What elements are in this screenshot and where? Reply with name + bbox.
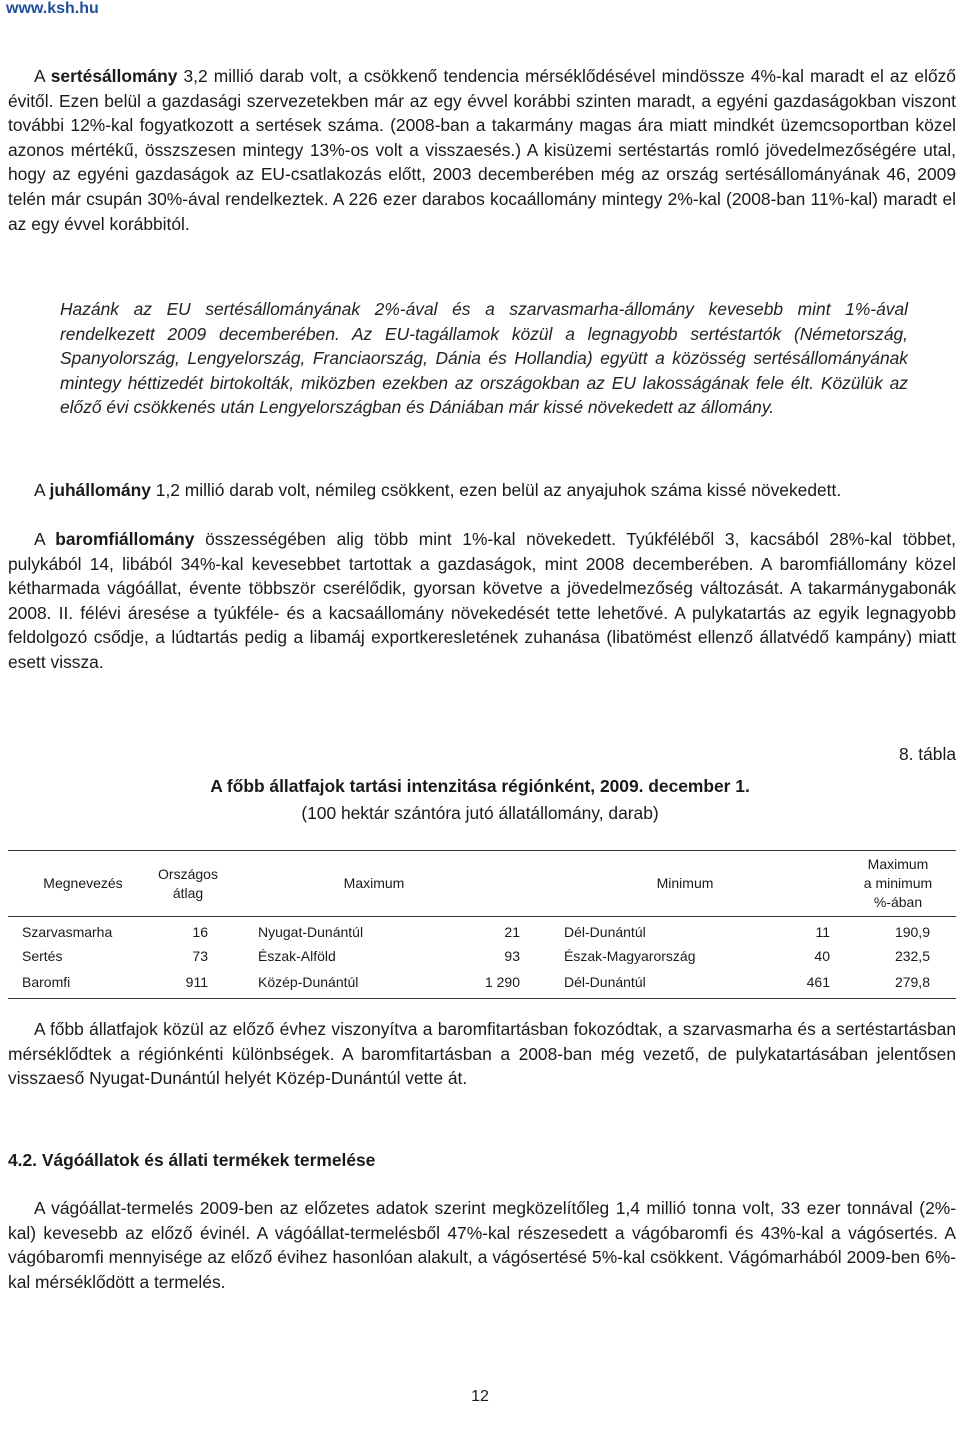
header-avg (158, 851, 218, 917)
p2-bold-term: juhállomány (49, 480, 151, 500)
cell-ratio: 232,5 (894, 947, 930, 964)
livestock-intensity-table (8, 850, 956, 999)
header-ratio (840, 851, 956, 917)
paragraph-poultry-stock (8, 527, 956, 675)
cell-name: Sertés (22, 947, 63, 964)
p2-pre: A (34, 480, 50, 500)
paragraph-pig-stock (8, 64, 956, 236)
cell-max-value: 21 (504, 923, 520, 940)
section-heading: 4.2. Vágóállatok és állati termékek termelése (8, 1150, 376, 1170)
cell-max-value: 1 290 (378, 969, 530, 999)
cell-min-value: 461 (730, 969, 840, 999)
cell-min-region: Dél-Dunántúl (530, 969, 730, 999)
cell-name: Szarvasmarha (22, 923, 113, 940)
header-avg-line2: átlag (172, 884, 204, 901)
cell-min-value: 40 (814, 947, 830, 964)
cell-name: Baromfi (8, 969, 158, 999)
site-url[interactable]: www.ksh.hu (6, 0, 99, 17)
cell-min-region: Dél-Dunántúl (564, 923, 646, 940)
cell-ratio: 279,8 (840, 969, 956, 999)
eu-comparison-box: Hazánk az EU sertésállományának 2%-ával és a szarvasmarha-állomány kevesebb mint 1%-ával rendelkezett 2009 decemberében. Az EU-tagállamok közül a legnagyobb sertéstartók (Németország, Spanyolország, Lengyelország, Franciaország, Dánia és Hollandia) együtt a közösség sertésállományának mintegy héttizedét birtokolták, miközben ezekben az országokban az EU lakosságának fele élt. Közülük az előző évi csökkenés után Lengyelországban és Dániában már kissé növekedett az állomány. (60, 299, 908, 418)
cell-max-region: Nyugat-Dunántúl (258, 923, 364, 940)
paragraph-sheep-stock (8, 478, 956, 503)
table-title: A főbb állatfajok tartási intenzitása régiónként, 2009. december 1. (210, 776, 750, 796)
p1-pre: A (34, 66, 51, 86)
header-name: Megnevezés (8, 851, 158, 917)
header-min: Minimum (530, 851, 840, 917)
p1-post: 3,2 millió darab volt, a csökkenő tendencia mérséklődésével mindössze 4%-kal maradt el az előző évitől. Ezen belül a gazdasági szervezetekben már az egy évvel korábbi szinten maradt, a egyéni gazdaságokban viszont további 12%-kal fogyatkozott a sertések száma. (2008-ban a takarmány magas ára miatt mindkét üzemcsoportban közel azonos mértékű, összszesen mintegy 13%-os volt a visszaesés.) A kisüzemi sertéstartás romló jövedelmezőségére utal, hogy az egyéni gazdaságok az EU-csatlakozás előtt, 2003 decemberében még az ország sertésállományának 46, 2009 telén már csupán 30%-ával rendelkeztek. A 226 ezer darabos kocaállomány mintegy 2%-kal (2008-ban 11%-kal) maradt el az egy évvel korábbitól. (8, 66, 956, 234)
cell-avg: 911 (158, 969, 218, 999)
cell-min-value: 11 (815, 923, 830, 940)
cell-ratio: 190,9 (894, 923, 930, 940)
cell-max-value: 93 (504, 947, 520, 964)
table-row (8, 917, 956, 943)
paragraph-regional-differences: A főbb állatfajok közül az előző évhez viszonyítva a baromfitartásban fokozódtak, a szarvasmarha és a sertéstartásban mérséklődtek a régiónkénti különbségek. A baromfitartásban a 2008-ban még vezető, de pulykatartásában jelentősen visszaeső Nyugat-Dunántúl helyét Közép-Dunántúl vette át. (8, 1019, 956, 1089)
header-avg-line1: Országos (158, 865, 218, 882)
page-number: 12 (471, 1388, 489, 1405)
cell-max-region: Észak-Alföld (258, 947, 336, 964)
table-row (8, 943, 956, 969)
p2-post: 1,2 millió darab volt, némileg csökkent, ezen belül az anyajuhok száma kissé növekedett. (150, 480, 842, 500)
table-row (8, 969, 956, 999)
cell-min-region: Észak-Magyarország (564, 947, 696, 964)
paragraph-slaughter-production: A vágóállat-termelés 2009-ben az előzetes adatok szerint megközelítőleg 1,4 millió tonna volt, 33 ezer tonnával (2%-kal) kevesebb az előző évinél. A vágóállat-termelésből 47%-kal részesedett a vágóbaromfi és 43%-kal a vágósertés. A vágóbaromfi mennyisége az előző évihez hasonlóan alakult, a vágósertésé 5%-kal csökkent. Vágómarhából 2009-ben 6%-kal mérséklődött a termelés. (8, 1198, 956, 1292)
table-subtitle: (100 hektár szántóra jutó állatállomány, darab) (301, 803, 659, 823)
p3-pre: A (34, 529, 56, 549)
p3-bold-term: baromfiállomány (55, 529, 195, 549)
header-ratio-line2: a minimum (863, 875, 933, 891)
table-number: 8. tábla (898, 744, 956, 764)
cell-avg: 16 (192, 923, 208, 940)
header-ratio-line3: %-ában (873, 894, 923, 910)
header-ratio-line1: Maximum (867, 856, 929, 872)
p1-bold-term: sertésállomány (50, 66, 178, 86)
table-header-row (8, 851, 956, 917)
header-max: Maximum (218, 851, 530, 917)
cell-avg: 73 (192, 947, 208, 964)
p3-post: összességében alig több mint 1%-kal növekedett. Tyúkféléből 3, kacsából 28%-kal többet, pulykából 14, libából 34%-kal kevesebbet tartottak a gazdaságok, mint 2008 decemberében. A baromfiállomány közel kétharmada vágóállat, évente többször cserélődik, gyorsan követve a jövedelmezőség változását. A takarmánygabonák 2008. II. félévi áresése a tyúkféle- és a kacsaállomány növekedését tette lehetővé. A pulykatartás az egyik legnagyobb feldolgozó csődje, a lúdtartás pedig a libamáj exportkeresletének zuhanása (libatömést ellenző állatvédő kampány) miatt esett vissza. (8, 529, 956, 672)
cell-max-region: Közép-Dunántúl (218, 969, 378, 999)
